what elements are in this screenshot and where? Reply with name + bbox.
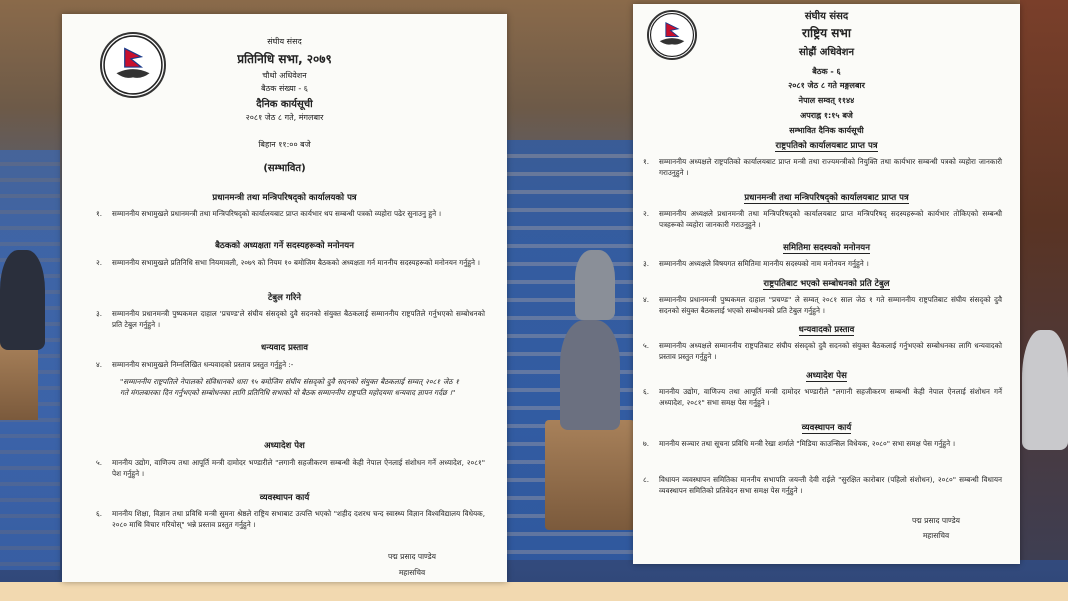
doc-right-h1: संघीय संसद bbox=[804, 11, 849, 22]
doc-left-signature-name: पद्म प्रसाद पाण्डेय bbox=[388, 552, 436, 561]
bottom-strip bbox=[0, 582, 1068, 601]
desk bbox=[545, 420, 635, 530]
doc-left-h4: बैठक संख्या - ६ bbox=[261, 84, 308, 93]
doc-right-sec7-title: व्यवस्थापन कार्य bbox=[801, 423, 852, 433]
doc-right-h3: सोह्रौं अधिवेशन bbox=[798, 47, 855, 58]
doc-left-h5: दैनिक कार्यसूची bbox=[256, 99, 313, 110]
doc-right-sec1-title: राष्ट्रपतिको कार्यालयबाट प्राप्त पत्र bbox=[775, 141, 878, 151]
doc-right-h5: २०८१ जेठ ८ गते मङ्गलबार bbox=[788, 81, 865, 90]
doc-left-sec6-title: व्यवस्थापन कार्य bbox=[259, 493, 310, 503]
doc-left-h2: प्रतिनिधि सभा, २०७९ bbox=[237, 52, 332, 66]
rashtriya-sabha-agenda: संघीय संसद राष्ट्रिय सभा सोह्रौं अधिवेशन बैठक - ६ २०८१ जेठ ८ गते मङ्गलबार नेपाल सम्वत् ११४४ अपराह्न १:१५ बजे सम्भावित दैनिक कार्यसूची राष्ट्रपतिको कार्यालयबाट प्राप्त पत्र १. सम्माननीय अध्यक्षले राष्ट्रपतिको कार्यालयबाट प्राप्त मन्त्री तथा राज्यमन्त्रीको नियुक्ति तथा कार्यभार सम्बन्धी पत्रको व्यहोरा जानकारी गराउनुहुने । प्रधानमन्त्री तथा मन्त्रिपरिषद्को कार्यालयबाट प्राप्त पत्र २. सम्माननीय अध्यक्षले प्रधानमन्त्री तथा मन्त्रिपरिषद्को कार्यालयबाट प्राप्त मन्त्रिपरिषद् सदस्यहरूको कार्यभार तोकिएको सम्बन्धी पत्रहरूको व्यहोरा जानकारी गराउनुहुने । समितिमा सदस्यको मनोनयन ३. सम्माननीय अध्यक्षले विषयगत समितिमा माननीय सदस्यको नाम मनोनयन गर्नुहुने । राष्ट्रपतिबाट भएको सम्बोधनको प्रति टेबुल ४. सम्माननीय प्रधानमन्त्री पुष्पकमल दाहाल "प्रचण्ड" ले सम्वत् २०८१ साल जेठ १ गते सम्माननीय राष्ट्रपतिबाट संघीय संसद्को दुवै सदनको संयुक्त बैठकलाई भएको सम्बोधनको प्रति टेबुल गर्नुहुने । धन्यवादको प्रस्ताव ५. सम्माननीय अध्यक्षले सम्माननीय राष्ट्रपतिबाट संघीय संसद्को दुवै सदनको संयुक्त बैठकलाई गर्नुभएको सम्बोधनका लागि धन्यवादको प्रस्ताव प्रस्तुत गर्नुहुने । अध्यादेश पेस ६. माननीय उद्योग, वाणिज्य तथा आपूर्ति मन्त्री दामोदर भण्डारीले "लगानी सहजीकरण सम्बन्धी केही नेपाल ऐनलाई संशोधन गर्ने अध्यादेश, २०८१" सभा समक्ष पेस गर्नुहुने । व्यवस्थापन कार्य ७. माननीय सञ्चार तथा सूचना प्रविधि मन्त्री रेखा शर्माले "मिडिया काउन्सिल विधेयक, २०८०" सभा समक्ष पेस गर्नुहुने । ८. विधायन व्यवस्थापन समितिका माननीय सभापति जयन्ती देवी राईले "सुरक्षित कारोबार (पहिलो संशोधन), २०८०" सम्बन्धी विधायन व्यवस्थापन समितिको प्रतिवेदन सभा समक्ष पेस गर्नुहुने । पद्म प्रसाद पाण्डेय महासचिव bbox=[633, 4, 1020, 564]
member-speaking bbox=[560, 320, 620, 430]
doc-right-signature-name: पद्म प्रसाद पाण्डेय bbox=[912, 516, 960, 525]
doc-left-quote: "सम्माननीय राष्ट्रपतिले नेपालको संविधानको धारा ९५ बमोजिम संघीय संसद्को दुवै सदनको संयुक्त बैठकलाई सम्वत् २०८१ जेठ १ गते मंगलबारका दिन गर्नुभएको सम्बोधनका लागि प्रतिनिधि सभाको यो बैठक सम्माननीय राष्ट्रपति महोदयमा धन्यवाद ज्ञापन गर्दछ ।" bbox=[120, 377, 459, 397]
doc-right-h4: बैठक - ६ bbox=[812, 67, 841, 76]
doc-left-h6: २०८१ जेठ ८ गते, मंगलबार bbox=[245, 113, 324, 122]
member-left bbox=[0, 250, 45, 350]
doc-left-h3: चौथो अधिवेशन bbox=[262, 71, 307, 80]
doc-right-signature-title: महासचिव bbox=[922, 531, 950, 540]
doc-right-h2: राष्ट्रिय सभा bbox=[802, 26, 851, 40]
member-right bbox=[1022, 330, 1068, 450]
doc-right-sec3-title: समितिमा सदस्यको मनोनयन bbox=[783, 243, 870, 253]
doc-right-sec4-title: राष्ट्रपतिबाट भएको सम्बोधनको प्रति टेबुल bbox=[763, 279, 890, 289]
doc-left-sec3-title: टेबुल गरिने bbox=[267, 293, 302, 303]
doc-right-h8: सम्भावित दैनिक कार्यसूची bbox=[789, 126, 864, 135]
doc-right-h7: अपराह्न १:१५ बजे bbox=[800, 111, 853, 120]
doc-left-sec2-title: बैठकको अध्यक्षता गर्ने सदस्यहरूको मनोनयन bbox=[215, 241, 354, 251]
doc-right-sec6-title: अध्यादेश पेस bbox=[806, 371, 847, 381]
desk-left bbox=[0, 340, 38, 420]
doc-left-h8: (सम्भावित) bbox=[263, 163, 306, 174]
wall-right bbox=[1020, 0, 1068, 560]
doc-left-h1: संघीय संसद bbox=[267, 37, 302, 46]
doc-left-signature-title: महासचिव bbox=[398, 568, 426, 577]
pratinidhi-sabha-agenda: संघीय संसद प्रतिनिधि सभा, २०७९ चौथो अधिवेशन बैठक संख्या - ६ दैनिक कार्यसूची २०८१ जेठ ८ गते, मंगलबार बिहान ११:०० बजे (सम्भावित) प्रधानमन्त्री तथा मन्त्रिपरिषद्को कार्यालयको पत्र १. सम्माननीय सभामुखले प्रधानमन्त्री तथा मन्त्रिपरिषद्को कार्यालयबाट प्राप्त कार्यभार थप सम्बन्धी पत्रको व्यहोरा पढेर सुनाउनु हुने । बैठकको अध्यक्षता गर्ने सदस्यहरूको मनोनयन २. सम्माननीय सभामुखले प्रतिनिधि सभा नियमावली, २०७९ को नियम १० बमोजिम बैठकको अध्यक्षता गर्न माननीय सदस्यहरूको मनोनयन गर्नुहुने । टेबुल गरिने ३. सम्माननीय प्रधानमन्त्री पुष्पकमल दाहाल 'प्रचण्ड'ले संघीय संसद्को दुवै सदनको संयुक्त बैठकलाई सम्माननीय राष्ट्रपतिले गर्नुभएको सम्बोधनको प्रति टेबुल गर्नुहुने । धन्यवाद प्रस्ताव ४. सम्माननीय सभामुखले निम्नलिखित धन्यवादको प्रस्ताव प्रस्तुत गर्नुहुने :- "सम्माननीय राष्ट्रपतिले नेपालको संविधानको धारा ९५ बमोजिम संघीय संसद्को दुवै सदनको संयुक्त बैठकलाई सम्वत् २०८१ जेठ १ गते मंगलबारका दिन गर्नुभएको सम्बोधनका लागि प्रतिनिधि सभाको यो बैठक सम्माननीय राष्ट्रपति महोदयमा धन्यवाद ज्ञापन गर्दछ ।" अध्यादेश पेश ५. माननीय उद्योग, वाणिज्य तथा आपूर्ति मन्त्री दामोदर भण्डारीले "लगानी सहजीकरण सम्बन्धी केही नेपाल ऐनलाई संशोधन गर्ने अध्यादेश, २०८१" पेश गर्नुहुने । व्यवस्थापन कार्य ६. माननीय शिक्षा, विज्ञान तथा प्रविधि मन्त्री सुमना श्रेष्ठले राष्ट्रिय सभाबाट उत्पत्ति भएको "शहीद दशरथ चन्द स्वास्थ्य विज्ञान विश्वविद्यालय विधेयक, २०८० माथि विचार गरियोस्" भन्ने प्रस्ताव प्रस्तुत गर्नुहुने । पद्म प्रसाद पाण्डेय महासचिव bbox=[62, 14, 507, 582]
doc-left-h7: बिहान ११:०० बजे bbox=[258, 140, 311, 149]
doc-left-sec5-title: अध्यादेश पेश bbox=[264, 441, 305, 451]
doc-left-sec4-title: धन्यवाद प्रस्ताव bbox=[261, 343, 308, 353]
doc-right-h6: नेपाल सम्वत् ११४४ bbox=[798, 96, 855, 105]
doc-left-sec1-title: प्रधानमन्त्री तथा मन्त्रिपरिषद्को कार्यालयको पत्र bbox=[212, 193, 357, 203]
member-seated bbox=[575, 250, 615, 320]
doc-right-sec2-title: प्रधानमन्त्री तथा मन्त्रिपरिषद्को कार्यालयबाट प्राप्त पत्र bbox=[744, 193, 909, 203]
doc-right-sec5-title: धन्यवादको प्रस्ताव bbox=[798, 325, 855, 335]
